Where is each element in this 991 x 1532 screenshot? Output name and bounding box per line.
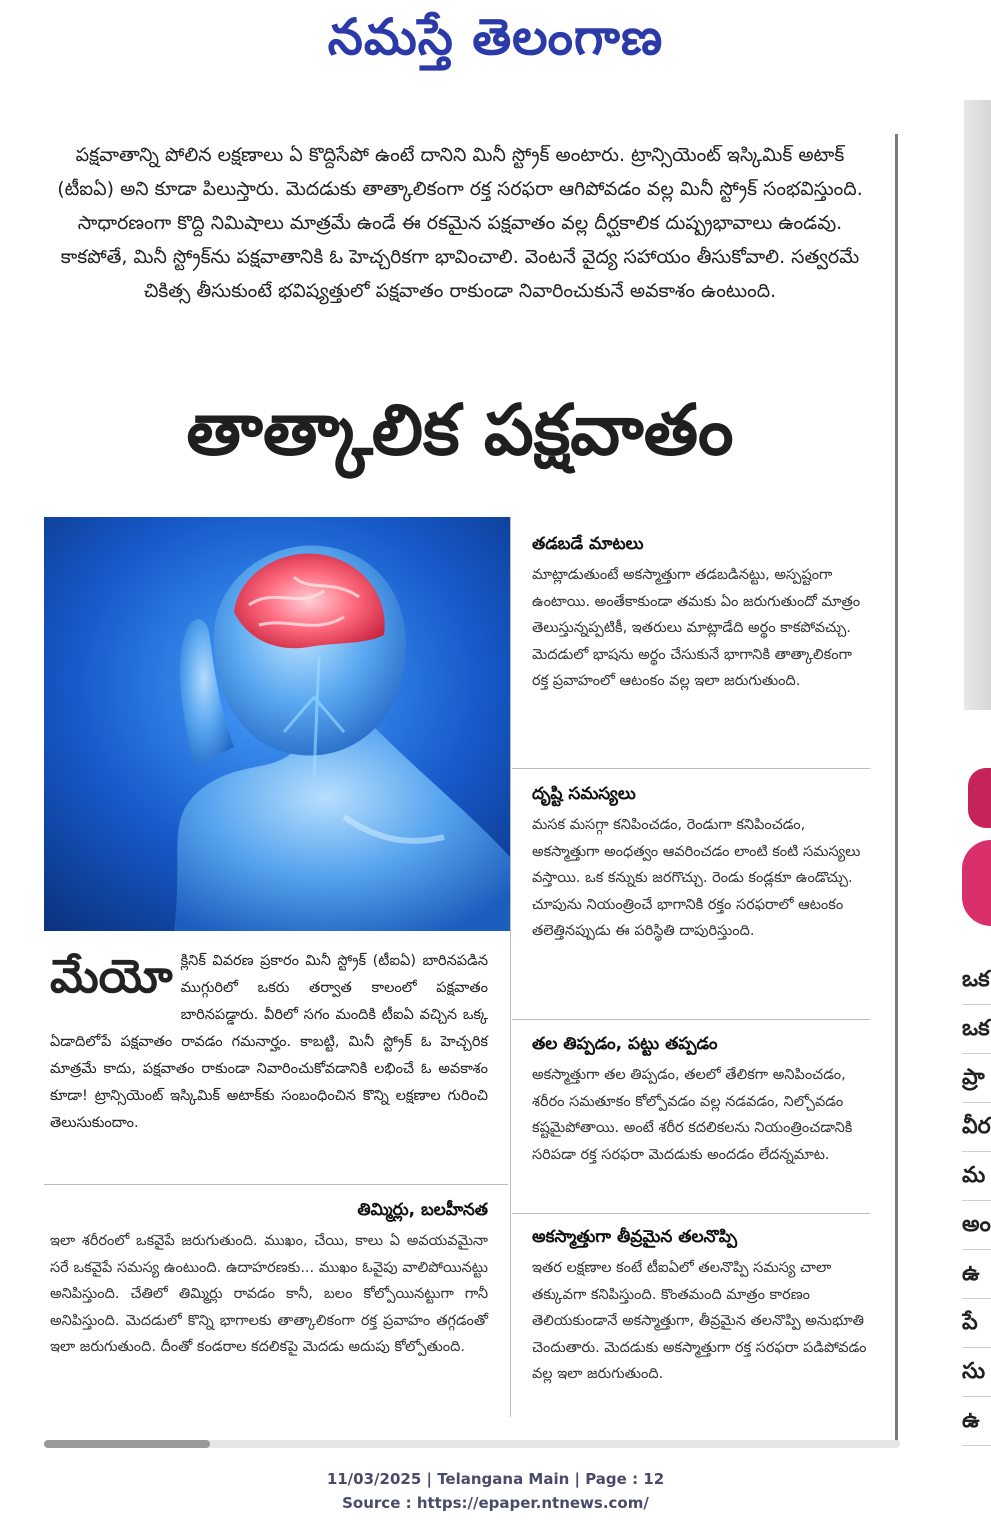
adjacent-line: వీర bbox=[962, 1103, 991, 1152]
article-intro: పక్షవాతాన్ని పోలిన లక్షణాలు ఏ కొద్దిసేపో ఉంటే దానిని మినీ స్ట్రోక్ అంటారు. ట్రాన్సియెంట్ ఇస్కిమిక్ అటాక్ (టీఐఏ) అని కూడా పిలుస్తారు. మెదడుకు తాత్కాలికంగా రక్త సరఫరా ఆగిపోవడం వల్ల మినీ స్ట్రోక్ సంభవిస్తుంది. సాధారణంగా కొద్ది నిమిషాలు మాత్రమే ఉండే ఈ రకమైన పక్షవాతం వల్ల దీర్ఘకాలిక దుష్ప్రభావాలు ఉండవు. కాకపోతే, మినీ స్ట్రోక్‌ను పక్షవాతానికి ఓ హెచ్చరికగా భావించాలి. వెంటనే వైద్య సహాయం తీసుకోవాలి. సత్వరమే చికిత్స తీసుకుంటే భవిష్యత్తులో పక్షవాతం రాకుండా నివారించుకునే అవకాశం ఉంటుంది. bbox=[57, 144, 863, 302]
section-speech bbox=[532, 530, 868, 695]
divider bbox=[512, 768, 870, 769]
adjacent-page-graphic bbox=[968, 768, 991, 828]
divider bbox=[512, 1019, 870, 1020]
adjacent-line: ఒక bbox=[962, 1005, 991, 1054]
section-title: తడబడే మాటలు bbox=[532, 534, 644, 554]
section-numbness bbox=[50, 1196, 488, 1361]
column-divider bbox=[510, 517, 511, 1417]
adjacent-line: ఒక bbox=[962, 956, 991, 1005]
lead-text: క్లినిక్ వివరణ ప్రకారం మినీ స్ట్రోక్ (టీఐఏ) బారినపడిన ముగ్గురిలో ఒకరు తర్వాత కాలంలో పక్షవాతం బారినపడ్డారు. వీరిలో సగం మందికి టీఐఏ వచ్చిన ఒక్క ఏడాదిలోపే పక్షవాతం రావడం గమనార్హం. కాబట్టి, మినీ స్ట్రోక్ ఓ హెచ్చరిక మాత్రమే కాదు, పక్షవాతం రాకుండా నివారించుకోవడానికి లభించే ఓ అవకాశం కూడా! ట్రాన్సియెంట్ ఇస్కిమిక్ అటాక్‌కు సంబంధించిన కొన్ని లక్షణాల గురించి తెలుసుకుందాం. bbox=[50, 953, 488, 1131]
section-vision bbox=[532, 780, 868, 945]
section-headache bbox=[532, 1223, 868, 1388]
adjacent-line: ప్రా bbox=[962, 1054, 991, 1103]
newspaper-masthead: నమస్తే తెలంగాణ bbox=[327, 8, 664, 66]
adjacent-page-text-column bbox=[962, 956, 991, 1446]
adjacent-line: ఉ bbox=[962, 1250, 991, 1299]
adjacent-page-graphic-2 bbox=[962, 840, 991, 926]
divider bbox=[44, 1184, 508, 1185]
section-body: మాట్లాడుతుంటే అకస్మాత్తుగా తడబడినట్టు, అస్పష్టంగా ఉంటాయి. అంతేకాకుండా తమకు ఏం జరుగుతుందో మాత్రం తెలుస్తున్నప్పటికీ, ఇతరులు మాట్లాడేది అర్థం కాకపోవచ్చు. మెదడులో భాషను అర్థం చేసుకునే భాగానికి తాత్కాలికంగా రక్త ప్రవాహంలో ఆటంకం వల్ల ఇలా జరుగుతుంది. bbox=[532, 567, 861, 689]
section-body: అకస్మాత్తుగా తల తిప్పడం, తలలో తేలికగా అనిపించడం, శరీరం సమతూకం కోల్పోవడం వల్ల నడవడం, నిల్చోవడం కష్టమైపోతాయి. అంటే శరీర కదలికలను నియంత్రించడానికి సరిపడా రక్త సరఫరా మెదడుకు అందడం లేదన్నమాట. bbox=[532, 1067, 853, 1163]
footer-page-info: 11/03/2025 | Telangana Main | Page : 12 bbox=[326, 1470, 665, 1488]
brain-illustration bbox=[44, 517, 510, 931]
footer-source: Source : https://epaper.ntnews.com/ bbox=[342, 1494, 649, 1512]
scrollbar-thumb[interactable] bbox=[44, 1440, 210, 1448]
section-title: దృష్టి సమస్యలు bbox=[532, 784, 636, 804]
adjacent-page-photo-strip bbox=[964, 100, 991, 710]
adjacent-line: మ bbox=[962, 1152, 991, 1201]
section-title: తిమ్మిర్లు, బలహీనత bbox=[357, 1200, 488, 1220]
section-body: ఇలా శరీరంలో ఒకవైపే జరుగుతుంది. ముఖం, చేయి, కాలు ఏ అవయవమైనా సరే ఒకవైపే సమస్య ఉంటుంది. ఉదాహరణకు... ముఖం ఓవైపు వాలిపోయినట్టు అనిపిస్తుంది. చేతిలో తిమ్మిర్లు రావడం కానీ, బలం కోల్పోయినట్టుగా గానీ అనిపిస్తుంది. మెదడులో కొన్ని భాగాలకు తాత్కాలికంగా రక్త ప్రవాహం తగ్గడంతో ఇలా జరుగుతుంది. దీంతో కండరాల కదలికపై మెదడు అదుపు కోల్పోతుంది. bbox=[50, 1233, 488, 1355]
lead-dropcap: మేయో bbox=[50, 949, 173, 1003]
lead-paragraph bbox=[50, 948, 488, 1137]
section-body: మసక మసగ్గా కనిపించడం, రెండుగా కనిపించడం, అకస్మాత్తుగా అంధత్వం ఆవరించడం లాంటి కంటి సమస్యలు వస్తాయి. ఒక కన్నుకు జరగొచ్చు. రెండు కండ్లకూ ఉండొచ్చు. చూపును నియంత్రించే భాగానికి రక్తం సరఫరాలో ఆటంకం తలెత్తినప్పుడు ఈ పరిస్థితి దాపురిస్తుంది. bbox=[532, 817, 861, 939]
divider bbox=[512, 1213, 870, 1214]
section-body: ఇతర లక్షణాల కంటే టీఐఏలో తలనొప్పి సమస్య చాలా తక్కువగా కనిపిస్తుంది. కొంతమంది మాత్రం కారణం తెలియకుండానే అకస్మాత్తుగా, తీవ్రమైన తలనొప్పి అనుభూతి చెందుతారు. మెదడుకు అకస్మాత్తుగా రక్త సరఫరా పడిపోవడం వల్ల ఇలా జరుగుతుంది. bbox=[532, 1260, 867, 1382]
adjacent-line: పే bbox=[962, 1299, 991, 1348]
adjacent-line: సు bbox=[962, 1348, 991, 1397]
article-headline: తాత్కాలిక పక్షవాతం bbox=[186, 389, 734, 471]
adjacent-line: ఉ bbox=[962, 1397, 991, 1446]
section-dizziness bbox=[532, 1030, 868, 1168]
adjacent-line: అం bbox=[962, 1201, 991, 1250]
section-title: అకస్మాత్తుగా తీవ్రమైన తలనొప్పి bbox=[532, 1227, 738, 1247]
section-title: తల తిప్పడం, పట్టు తప్పడం bbox=[532, 1034, 718, 1054]
